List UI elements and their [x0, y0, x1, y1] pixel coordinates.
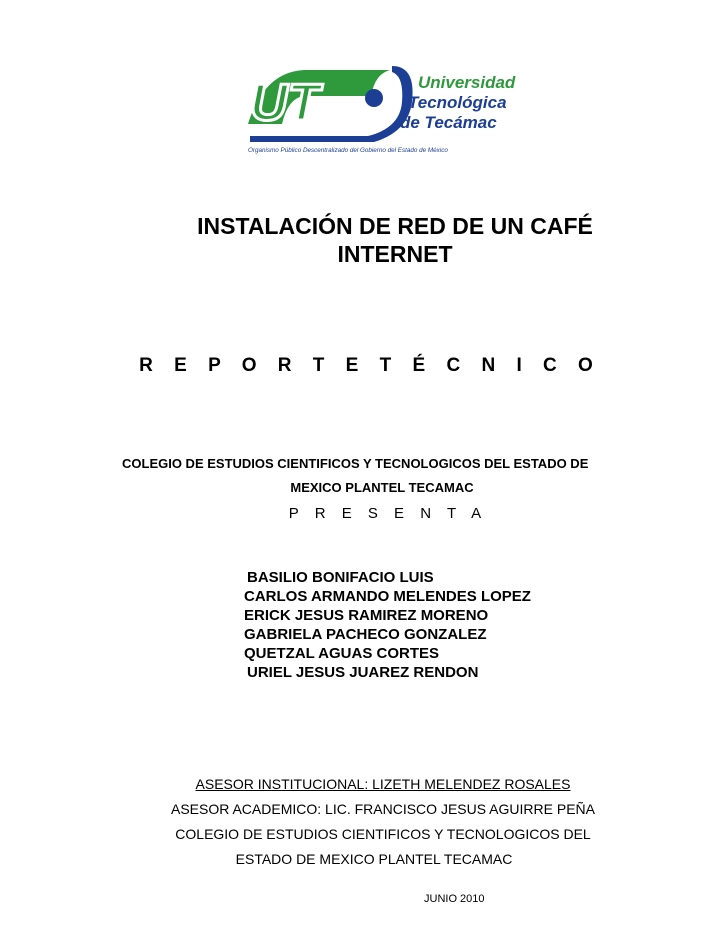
- student-name: BASILIO BONIFACIO LUIS: [247, 569, 434, 586]
- logo-name-line3: de Tecámac: [400, 113, 497, 132]
- university-logo: [244, 62, 516, 154]
- institution-line1: COLEGIO DE ESTUDIOS CIENTIFICOS Y TECNOLOGICOS DEL ESTADO DE: [122, 456, 589, 471]
- student-list: [244, 568, 531, 682]
- student-name: GABRIELA PACHECO GONZALEZ: [244, 626, 487, 643]
- logo-ut-mark: UT: [250, 74, 320, 132]
- institution-line2: MEXICO PLANTEL TECAMAC: [290, 480, 474, 495]
- institutional-advisor: ASESOR INSTITUCIONAL: LIZETH MELENDEZ ROSALES: [195, 776, 571, 792]
- logo-blue-dot: [365, 89, 383, 107]
- presenta-label: P R E S E N T A: [288, 505, 488, 522]
- student-name: URIEL JESUS JUAREZ RENDON: [247, 664, 479, 681]
- document-date: JUNIO 2010: [424, 893, 485, 905]
- footer-institution-line1: COLEGIO DE ESTUDIOS CIENTIFICOS Y TECNOLOGICOS DEL: [175, 826, 591, 842]
- document-title-line2: INTERNET: [337, 241, 453, 267]
- logo-name-line2: Tecnológica: [408, 93, 507, 112]
- student-name: CARLOS ARMANDO MELENDES LOPEZ: [244, 588, 531, 605]
- student-name: ERICK JESUS RAMIREZ MORENO: [244, 607, 489, 624]
- footer-institution-line2: ESTADO DE MEXICO PLANTEL TECAMAC: [235, 851, 513, 867]
- logo-name-line1: Universidad: [418, 73, 516, 92]
- logo-tagline: Organismo Público Descentralizado del Gobierno del Estado de México: [248, 147, 448, 154]
- report-type: R E P O R T E T É C N I C O: [139, 355, 601, 376]
- student-name: QUETZAL AGUAS CORTES: [244, 645, 440, 662]
- document-title-line1: INSTALACIÓN DE RED DE UN CAFÉ: [197, 213, 593, 239]
- academic-advisor: ASESOR ACADEMICO: LIC. FRANCISCO JESUS AGUIRRE PEÑA: [171, 801, 595, 817]
